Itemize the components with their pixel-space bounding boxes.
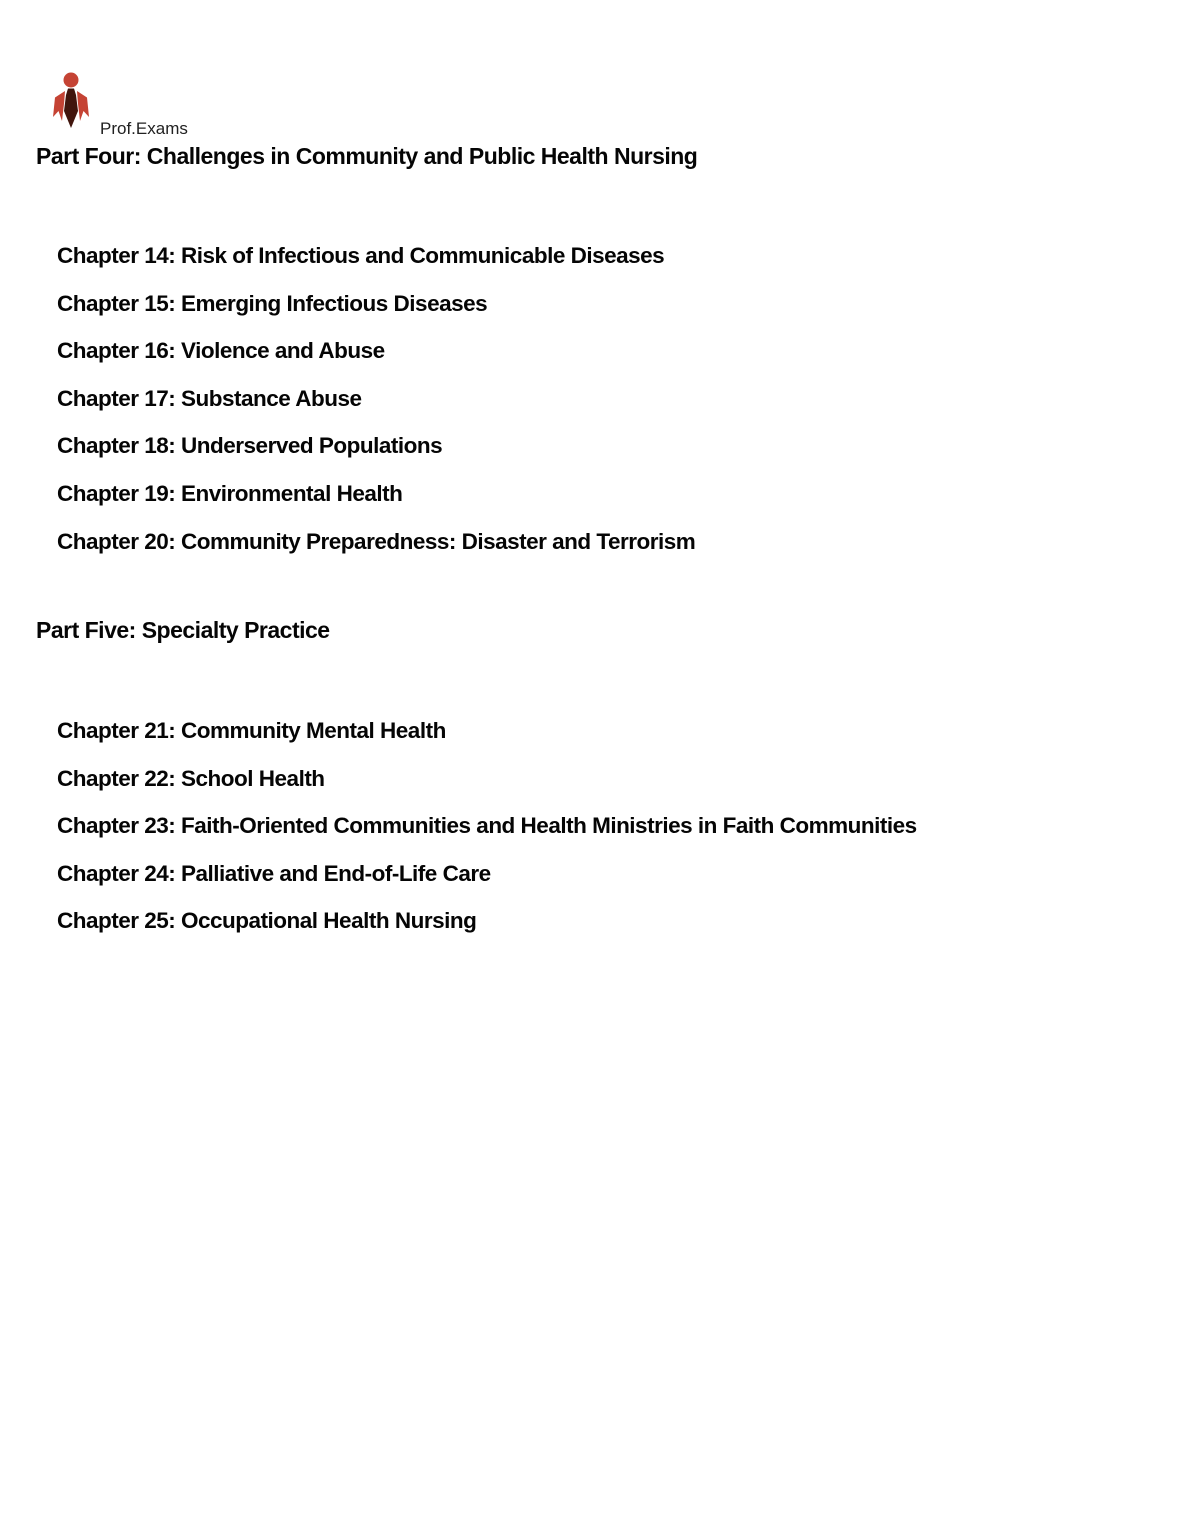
toc-chapter-item: Chapter 25: Occupational Health Nursing [57,908,477,934]
toc-chapter-item: Chapter 14: Risk of Infectious and Communicable Diseases [57,243,665,268]
part-four-heading: Part Four: Challenges in Community and Public Health Nursing [36,143,698,169]
profexams-logo [50,71,92,133]
toc-chapter-item: Chapter 18: Underserved Populations [57,433,443,459]
toc-chapter-item: Chapter 16: Violence and Abuse [57,338,385,364]
toc-chapter-item: Chapter 15: Emerging Infectious Diseases [57,290,488,316]
brand-text: Prof.Exams [100,119,188,138]
toc-chapter-item: Chapter 22: School Health [57,765,325,791]
toc-chapter-item: Chapter 24: Palliative and End-of-Life Care [57,860,491,886]
toc-chapter-item: Chapter 19: Environmental Health [57,480,403,506]
toc-chapter-item: Chapter 17: Substance Abuse [57,385,362,411]
businessman-icon [50,71,92,133]
toc-chapter-item: Chapter 21: Community Mental Health [57,718,446,743]
chapter-list-part-five [57,707,917,945]
toc-chapter-item: Chapter 23: Faith-Oriented Communities and Health Ministries in Faith Communities [57,813,917,839]
part-five-heading: Part Five: Specialty Practice [36,617,330,643]
toc-chapter-item: Chapter 20: Community Preparedness: Disaster and Terrorism [57,528,696,554]
chapter-list-part-four [57,232,695,565]
